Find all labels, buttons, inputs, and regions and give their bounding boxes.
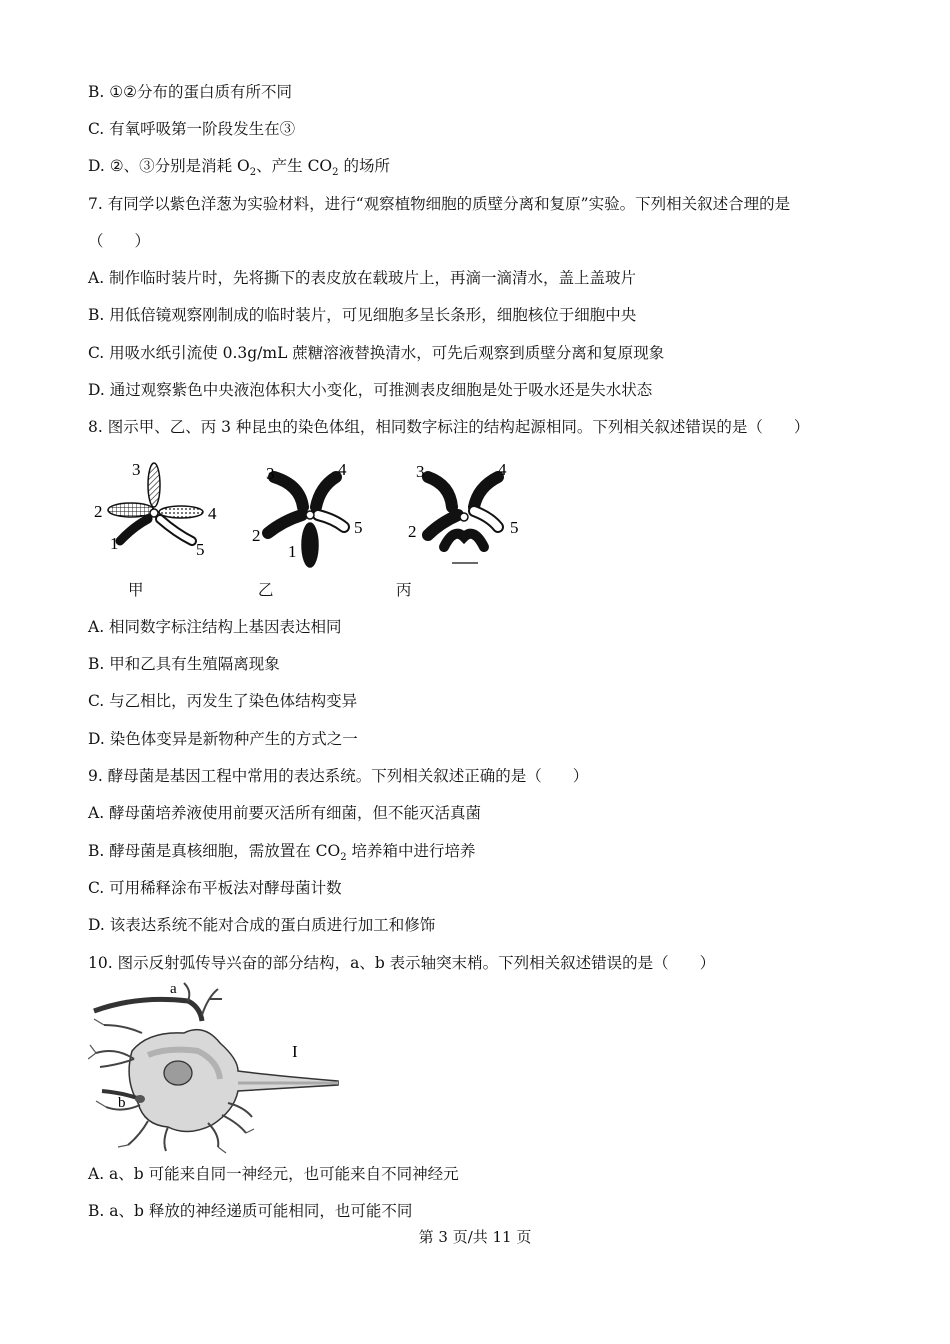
chromosome-figure	[88, 455, 538, 575]
figure-label-bing: 丙	[396, 581, 412, 599]
neuron-figure	[88, 975, 348, 1155]
label-i: I	[292, 1042, 298, 1061]
yi-number-4: 4	[338, 460, 347, 479]
jia-number-4: 4	[208, 504, 217, 523]
q7-option-a: A. 制作临时装片时，先将撕下的表皮放在载玻片上，再滴一滴清水，盖上盖玻片	[88, 269, 637, 287]
figure-label-jia: 甲	[128, 581, 144, 599]
label-a: a	[170, 981, 177, 997]
q8-option-d: D. 染色体变异是新物种产生的方式之一	[88, 730, 358, 748]
bing-number-2: 2	[408, 522, 417, 541]
jia-number-5: 5	[196, 540, 205, 559]
chromosome-set-yi	[268, 477, 344, 567]
q10-option-a: A. a、b 可能来自同一神经元，也可能来自不同神经元	[88, 1165, 459, 1183]
jia-number-3: 3	[132, 460, 141, 479]
page-footer: 第 3 页/共 11 页	[418, 1228, 532, 1246]
q9-option-b: B. 酵母菌是真核细胞，需放置在 $CO_2$ 培养箱中进行培养	[88, 842, 476, 864]
q6-option-b: B. ①②分布的蛋白质有所不同	[88, 83, 293, 101]
q8-option-b: B. 甲和乙具有生殖隔离现象	[88, 655, 280, 673]
q9-option-a: A. 酵母菌培养液使用前要灭活所有细菌，但不能灭活真菌	[88, 804, 482, 822]
yi-number-2: 2	[252, 526, 261, 545]
figure-label-yi: 乙	[258, 581, 274, 599]
bing-number-3: 3	[416, 462, 425, 481]
q10-option-b: B. a、b 释放的神经递质可能相同，也可能不同	[88, 1202, 413, 1220]
chromosome-set-bing	[428, 477, 498, 563]
q7-option-b: B. 用低倍镜观察刚制成的临时装片，可见细胞多呈长条形，细胞核位于细胞中央	[88, 306, 637, 324]
q8-stem: 8. 图示甲、乙、丙 3 种昆虫的染色体组，相同数字标注的结构起源相同。下列相关叙述错误的是（ ）	[88, 418, 810, 436]
q7-option-d: D. 通过观察紫色中央液泡体积大小变化，可推测表皮细胞是处于吸水还是失水状态	[88, 381, 653, 399]
q6-option-c: C. 有氧呼吸第一阶段发生在③	[88, 120, 296, 138]
chromosome-set-jia	[108, 463, 203, 541]
q7-stem: 7. 有同学以紫色洋葱为实验材料，进行“观察植物细胞的质壁分离和复原”实验。下列相关叙述合理的是	[88, 195, 791, 213]
jia-number-1: 1	[110, 534, 119, 553]
q8-option-a: A. 相同数字标注结构上基因表达相同	[88, 618, 342, 636]
yi-number-5: 5	[354, 518, 363, 537]
bing-number-5: 5	[510, 518, 519, 537]
jia-number-2: 2	[94, 502, 103, 521]
yi-number-1: 1	[288, 542, 297, 561]
label-b: b	[118, 1095, 126, 1111]
q6-option-d: D. ②、③分别是消耗 $O_2$、产生 $CO_2$ 的场所	[88, 157, 390, 179]
q9-option-d: D. 该表达系统不能对合成的蛋白质进行加工和修饰	[88, 916, 436, 934]
q10-stem: 10. 图示反射弧传导兴奋的部分结构，a、b 表示轴突末梢。下列相关叙述错误的是（ ）	[88, 954, 716, 972]
q9-stem: 9. 酵母菌是基因工程中常用的表达系统。下列相关叙述正确的是（ ）	[88, 767, 589, 785]
bing-number-4: 4	[498, 460, 507, 479]
q8-option-c: C. 与乙相比，丙发生了染色体结构变异	[88, 692, 358, 710]
q7-blank: （ ）	[88, 232, 151, 250]
yi-number-3: 3	[266, 464, 275, 483]
q7-option-c: C. 用吸水纸引流使 0.3g/mL 蔗糖溶液替换清水，可先后观察到质壁分离和复原现象	[88, 344, 665, 362]
q9-option-c: C. 可用稀释涂布平板法对酵母菌计数	[88, 879, 342, 897]
